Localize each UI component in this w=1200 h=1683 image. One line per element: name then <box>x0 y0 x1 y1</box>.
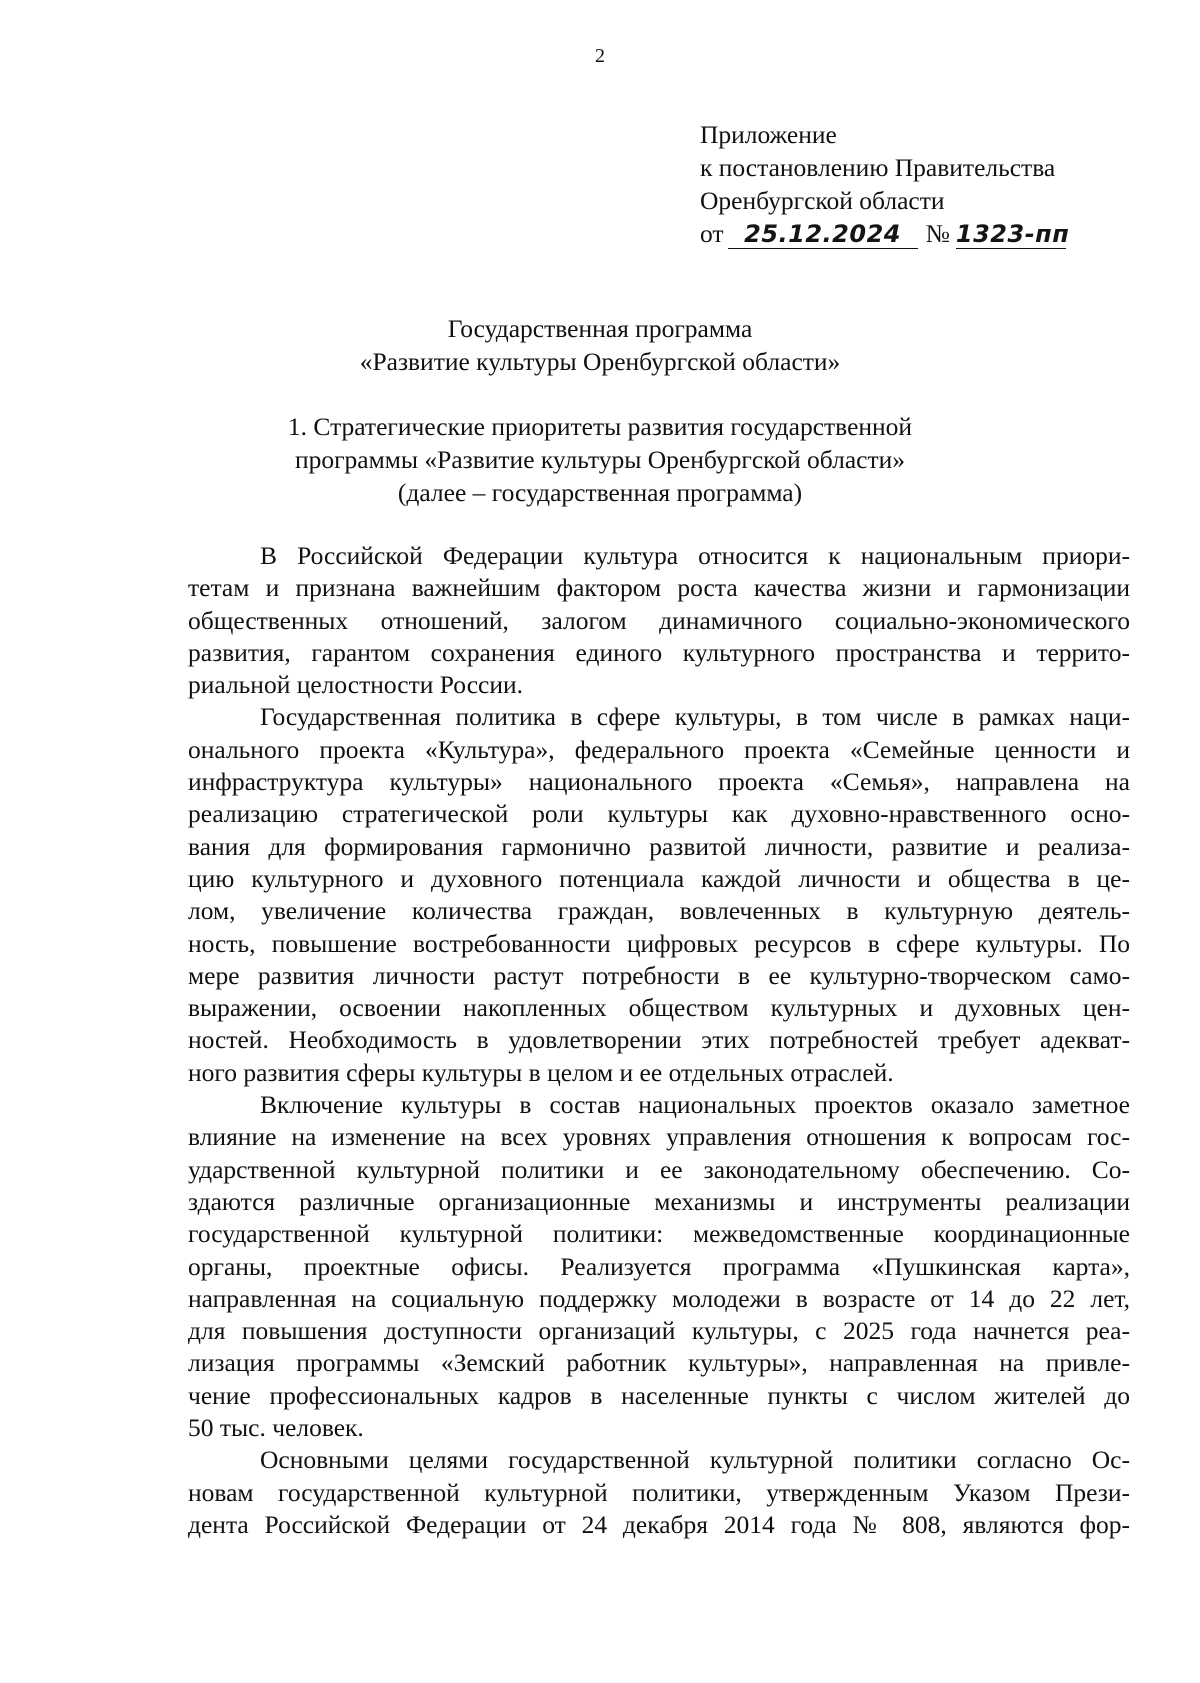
handwritten-date: 25.12.2024 <box>728 220 918 249</box>
paragraph-line: лизация программы «Земский работник культуры», направленная на привле- <box>188 1348 1130 1378</box>
appendix-line-1: Приложение <box>700 120 837 149</box>
paragraph-line: дента Российской Федерации от 24 декабря 2014 года № 808, являются фор- <box>188 1509 1130 1539</box>
section-heading-line-1: 1. Стратегические приоритеты развития государственной <box>287 412 913 441</box>
paragraph-line: В Российской Федерации культура относится к национальным приори- <box>260 541 1130 570</box>
document-title <box>0 312 1200 378</box>
paragraph-line: лом, увеличение количества граждан, вовлеченных в культурную деятель- <box>188 896 1130 926</box>
appendix-block <box>700 118 1140 250</box>
paragraph-line: общественных отношений, залогом динамичного социально-экономического <box>188 605 1130 635</box>
paragraph <box>188 540 1130 701</box>
paragraph-line: 50 тыс. человек. <box>188 1413 364 1443</box>
paragraph-line: Включение культуры в состав национальных проектов оказало заметное <box>260 1090 1130 1120</box>
section-heading-line-3: (далее – государственная программа) <box>397 478 803 507</box>
paragraph-line: новам государственной культурной политики, утвержденным Указом Прези- <box>188 1477 1130 1507</box>
paragraph-line: реализацию стратегической роли культуры как духовно-нравственного осно- <box>188 799 1130 829</box>
paragraph-line: ного развития сферы культуры в целом и ее отдельных отраслей. <box>188 1057 894 1087</box>
paragraph-line: органы, проектные офисы. Реализуется программа «Пушкинская карта», <box>188 1251 1130 1281</box>
paragraph-line: Основными целями государственной культурной политики согласно Ос- <box>260 1445 1130 1475</box>
paragraph-line: выражении, освоении накопленных обществом культурных и духовных цен- <box>188 993 1130 1023</box>
paragraph-line: ностей. Необходимость в удовлетворении этих потребностей требует адекват- <box>188 1025 1130 1055</box>
paragraph-line: Государственная политика в сфере культуры, в том числе в рамках наци- <box>260 702 1130 732</box>
appendix-date-number-line <box>700 217 1140 250</box>
appendix-line-3: Оренбургской области <box>700 186 945 215</box>
page-number: 2 <box>595 45 605 67</box>
paragraph-line: ность, повышение востребованности цифровых ресурсов в сфере культуры. По <box>188 928 1130 958</box>
paragraph <box>188 701 1130 1089</box>
paragraph-line: мере развития личности растут потребности в ее культурно-творческом само- <box>188 960 1130 990</box>
paragraph <box>188 1089 1130 1444</box>
handwritten-number: 1323-пп <box>955 220 1070 248</box>
appendix-line-2: к постановлению Правительства <box>700 153 1056 182</box>
body-text <box>188 540 1130 1541</box>
paragraph-line: инфраструктура культуры» национального проекта «Семья», направлена на <box>188 767 1130 797</box>
paragraph-line: тетам и признана важнейшим фактором роста качества жизни и гармонизации <box>188 573 1130 603</box>
paragraph-line: направленная на социальную поддержку молодежи в возрасте от 14 до 22 лет, <box>188 1283 1130 1313</box>
paragraph-line: развития, гарантом сохранения единого культурного пространства и террито- <box>188 637 1130 667</box>
paragraph-line: цию культурного и духовного потенциала каждой личности и общества в це- <box>188 863 1130 893</box>
paragraph-line: государственной культурной политики: межведомственные координационные <box>188 1219 1130 1249</box>
section-heading <box>0 410 1200 509</box>
title-line-2: «Развитие культуры Оренбургской области» <box>359 347 841 376</box>
paragraph-line: влияние на изменение на всех уровнях управления отношения к вопросам гос- <box>188 1122 1130 1152</box>
paragraph <box>188 1444 1130 1541</box>
paragraph-line: чение профессиональных кадров в населенные пункты с числом жителей до <box>188 1380 1130 1410</box>
paragraph-line: риальной целостности России. <box>188 670 523 700</box>
paragraph-line: вания для формирования гармонично развитой личности, развитие и реализа- <box>188 831 1130 861</box>
title-line-1: Государственная программа <box>447 314 753 343</box>
paragraph-line: ударственной культурной политики и ее законодательному обеспечению. Со- <box>188 1154 1130 1184</box>
number-prefix: № <box>925 219 950 248</box>
paragraph-line: для повышения доступности организаций культуры, с 2025 года начнется реа- <box>188 1316 1130 1346</box>
date-prefix: от <box>700 219 724 248</box>
section-heading-line-2: программы «Развитие культуры Оренбургской области» <box>294 445 906 474</box>
paragraph-line: онального проекта «Культура», федерального проекта «Семейные ценности и <box>188 734 1130 764</box>
paragraph-line: здаются различные организационные механизмы и инструменты реализации <box>188 1186 1130 1216</box>
